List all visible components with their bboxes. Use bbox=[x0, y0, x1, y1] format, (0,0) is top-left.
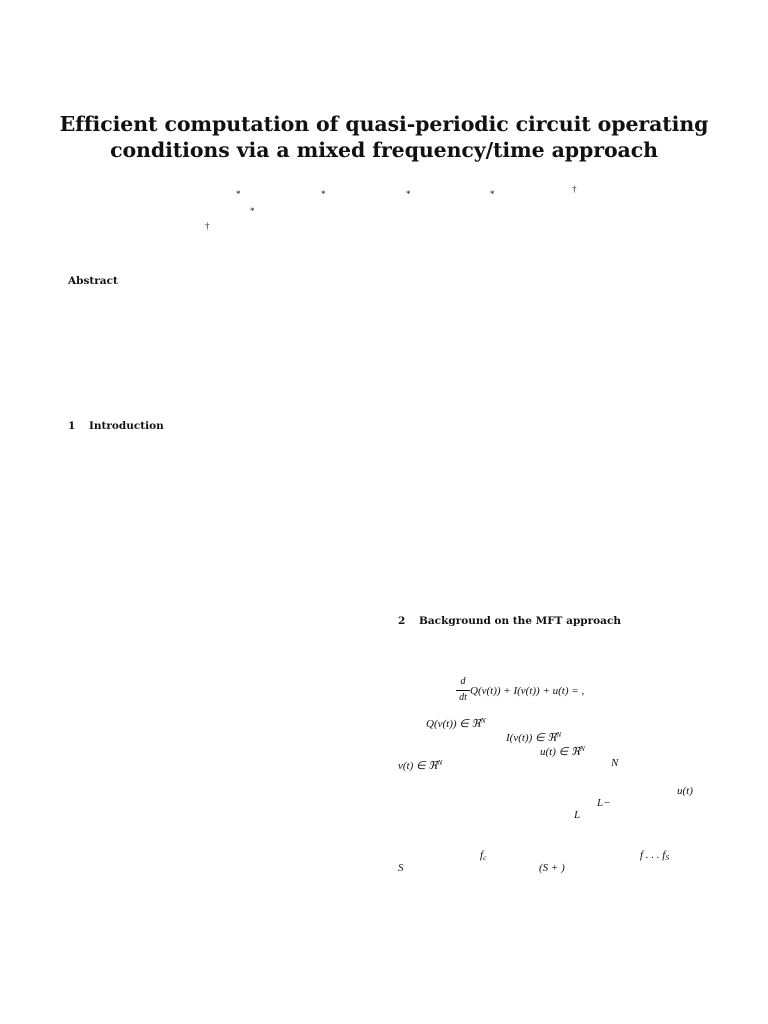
math-q-in-rn: Q(v(t)) ∈ ℜ$^N$ bbox=[426, 716, 486, 730]
author-mark: * bbox=[321, 189, 326, 199]
author-mark: * bbox=[250, 206, 255, 216]
math-f-range: f . . . $f_S$ bbox=[640, 849, 670, 862]
author-mark: * bbox=[236, 189, 241, 199]
equation-fraction-bar bbox=[456, 690, 470, 691]
math-s: S bbox=[398, 862, 404, 874]
author-mark: † bbox=[205, 221, 210, 231]
section-heading-background bbox=[398, 615, 621, 627]
math-l: L bbox=[574, 809, 581, 821]
paper-title-line-2: conditions via a mixed frequency/time approach bbox=[110, 138, 658, 162]
abstract-heading: Abstract bbox=[68, 275, 118, 287]
equation-fraction-numerator: d bbox=[460, 676, 466, 687]
math-l-dash: L− bbox=[597, 797, 611, 809]
author-mark: * bbox=[490, 189, 495, 199]
author-mark: * bbox=[406, 189, 411, 199]
paper-title-line-1: Efficient computation of quasi-periodic circuit operating bbox=[59, 112, 709, 136]
section-title: Background on the MFT approach bbox=[419, 615, 622, 627]
section-number: 2 bbox=[398, 615, 406, 627]
math-f-c: $f_c$ bbox=[480, 849, 487, 862]
section-number: 1 bbox=[68, 420, 76, 432]
author-mark: † bbox=[572, 184, 577, 194]
section-title: Introduction bbox=[89, 420, 164, 432]
math-s-plus: (S + ) bbox=[539, 862, 565, 874]
math-n: N bbox=[611, 757, 619, 769]
equation-fraction-denominator: dt bbox=[459, 692, 467, 703]
equation-body: Q(v(t)) + I(v(t)) + u(t) = , bbox=[470, 685, 585, 697]
math-i-in-rn: I(v(t)) ∈ ℜ$^N$ bbox=[506, 730, 562, 744]
math-u-t: u(t) bbox=[677, 785, 693, 797]
section-heading-introduction bbox=[68, 420, 164, 432]
math-v-in-rn: v(t) ∈ ℜ$^N$ bbox=[398, 758, 443, 772]
math-u-in-rn: u(t) ∈ ℜ$^N$ bbox=[540, 744, 585, 758]
